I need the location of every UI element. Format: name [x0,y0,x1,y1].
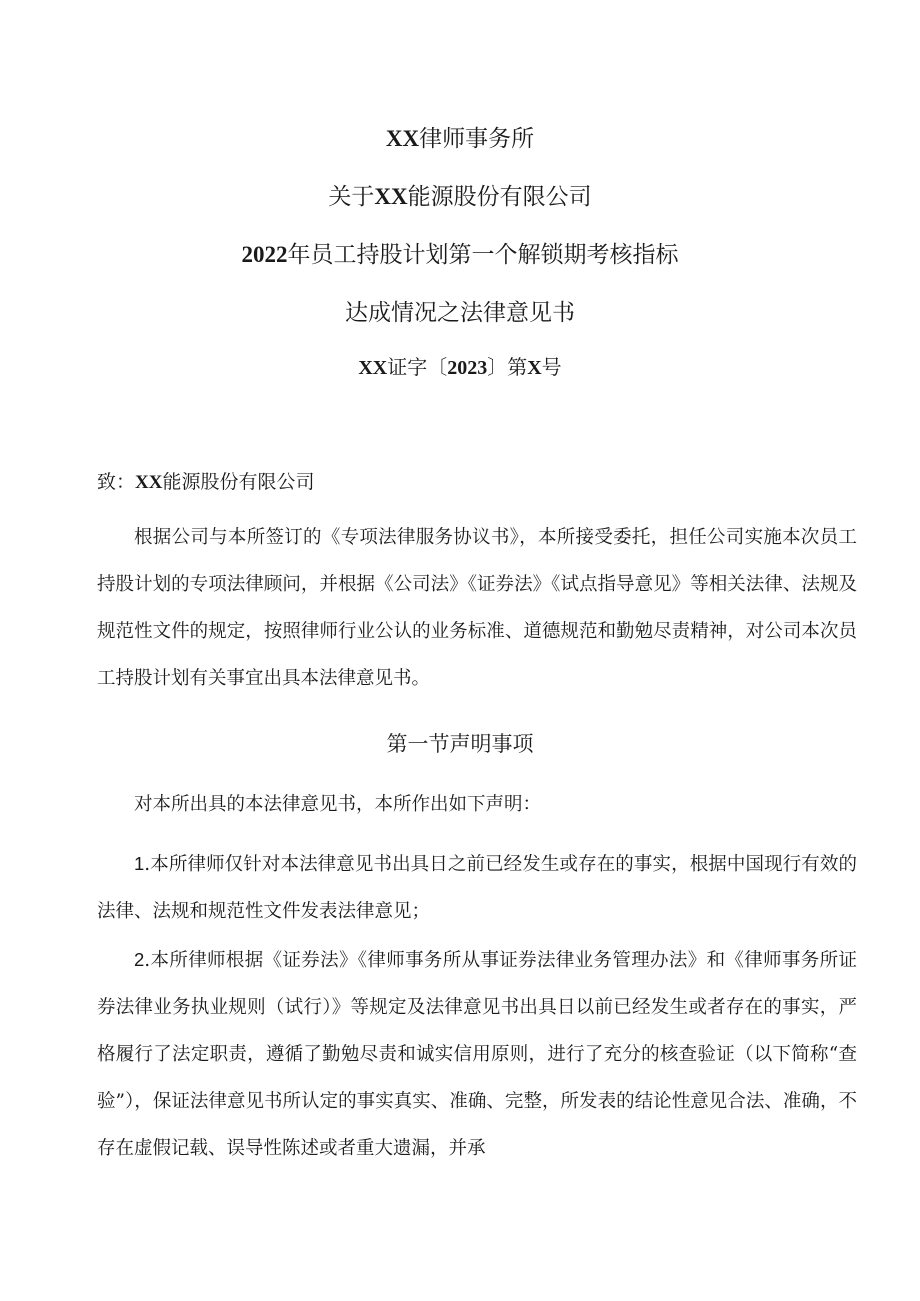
item-1-number: 1 [134,853,145,874]
firm-suffix: 律师事务所 [419,126,535,152]
title-plan [0,240,920,270]
item-1-text: .本所律师仅针对本法律意见书出具日之前已经发生或存在的事实，根据中国现行有效的法律、法规和规范性文件发表法律意见； [97,854,857,922]
ref-hao: 号 [541,355,562,379]
ref-type: 证字〔 [387,355,448,379]
firm-prefix: XX [385,126,420,151]
declaration-item-1 [97,840,857,935]
ref-number: X [527,357,542,379]
intro-paragraph: 根据公司与本所签订的《专项法律服务协议书》，本所接受委托，担任公司实施本次员工持股计划的专项法律顾问，并根据《公司法》《证券法》《试点指导意见》等相关法律、法规及规范性文件的规定，按照律师行业公认的业务标准、道德规范和勤勉尽责精神，对公司本次员工持股计划有关事宜出具本法律意见书。 [97,527,857,689]
addressee-name: 能源股份有限公司 [162,471,315,493]
declaration-lead: 对本所出具的本法律意见书，本所作出如下声明： [134,794,542,815]
plan-description: 年员工持股计划第一个解锁期考核指标 [287,242,679,268]
title-opinion [0,298,920,328]
declaration-item-2 [97,936,857,1172]
title-firm-name [0,124,920,154]
addressee-prefix: XX [135,472,163,493]
reference-number [0,353,920,382]
title-regarding-company [0,182,920,212]
plan-year: 2022 [241,242,288,267]
addressee [97,467,314,498]
item-2-text: .本所律师根据《证券法》《律师事务所从事证券法律业务管理办法》和《律师事务所证券法律业务执业规则（试行）》等规定及法律意见书出具日以前已经发生或者存在的事实，严格履行了法定职责，遵循了勤勉尽责和诚实信用原则，进行了充分的核查验证（以下简称“查验”），保证法律意见书所认定的事实真实、准确、完整，所发表的结论性意见合法、准确，不存在虚假记载、误导性陈述或者重大遗漏，并承 [97,950,857,1159]
regarding-label: 关于 [328,184,375,210]
ref-prefix: XX [358,357,388,379]
ref-year: 2023 [447,357,488,379]
opinion-title: 达成情况之法律意见书 [345,300,575,326]
item-2-number: 2 [134,949,145,970]
company-prefix: XX [374,184,408,209]
section-heading: 第一节声明事项 [386,732,534,756]
addressee-label: 致： [97,471,136,493]
company-suffix: 能源股份有限公司 [407,184,592,210]
ref-di: 〕第 [487,355,528,379]
